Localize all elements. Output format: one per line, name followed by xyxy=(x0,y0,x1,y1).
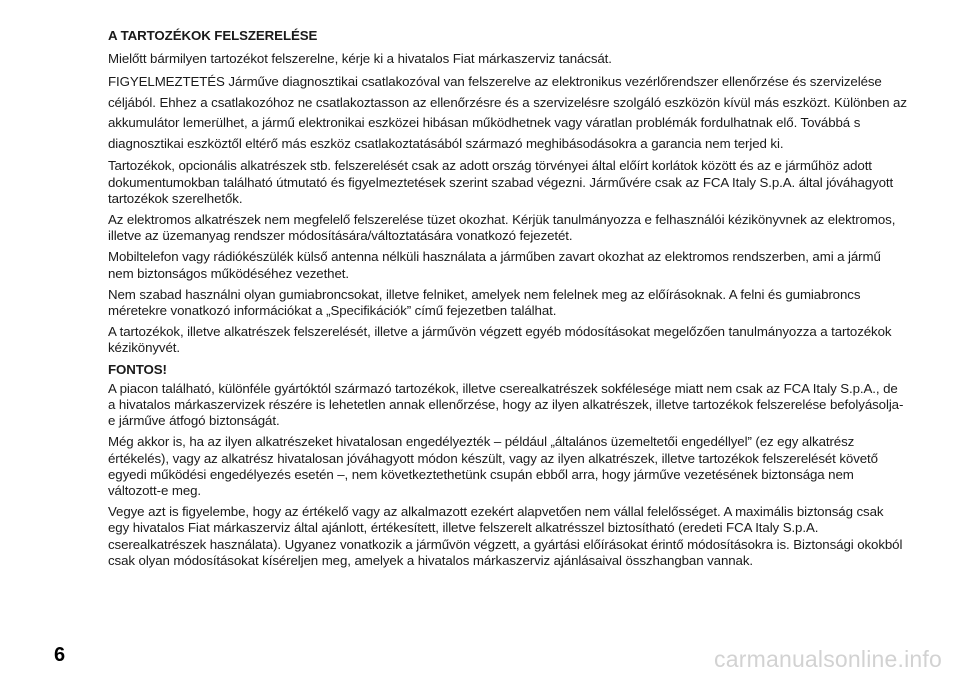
watermark: carmanualsonline.info xyxy=(714,646,942,672)
page-number: 6 xyxy=(54,644,66,666)
important-heading: FONTOS! xyxy=(108,361,167,377)
section-title: A TARTOZÉKOK FELSZERELÉSE xyxy=(108,28,318,43)
paragraph-important-1: A piacon található, különféle gyártóktól származó tartozékok, illetve cserealkatrészek sokfélesége miatt nem csak az FCA Italy S.p.A., de a hivatalos márkaszervizek részére is lehetetlen annak ellenőrzése, hogy az ilyen alkatrészek, illetve tartozékok felszerelése befolyásolja-e járműve átfogó biztonságát. xyxy=(108,380,904,429)
paragraph-manual-reference: A tartozékok, illetve alkatrészek felszerelését, illetve a járművön végzett egyéb módosításokat megelőzően tanulmányozza a tartozékok kézikönyvét. xyxy=(108,324,892,356)
paragraph-electrical: Az elektromos alkatrészek nem megfelelő felszerelése tüzet okozhat. Kérjük tanulmányozza e felhasználói kézikönyvnek az elektromos, illetve az üzemanyag rendszer módosítására/változtatására vonatkozó fejezetét. xyxy=(108,212,896,244)
paragraph-intro: Mielőtt bármilyen tartozékot felszerelne, kérje ki a hivatalos Fiat márkaszerviz tanácsát. xyxy=(108,51,612,67)
paragraph-tyres: Nem szabad használni olyan gumiabroncsokat, illetve felniket, amelyek nem felelnek meg az előírásoknak. A felni és gumiabroncs méretekre vonatkozó információkat a „Specifikációk” című fejezetben találhat. xyxy=(108,286,861,319)
paragraph-warning: FIGYELMEZTETÉS Járműve diagnosztikai csatlakozóval van felszerelve az elektronikus vezérlőrendszer ellenőrzése és szervizelése céljából. Ehhez a csatlakozóhoz ne csatlakoztasson az ellenőrzésre és a szervizelésre szolgáló eszközön kívül más eszközt. Különben az akkumulátor lemerülhet, a jármű elektronikai eszközei hibásan működhetnek vagy váratlan problémák fordulhatnak elő. Továbbá s diagnosztikai eszköztől eltérő más eszköz csatlakoztatásából származó meghibásodásokra a garancia nem terjed ki. xyxy=(108,74,907,151)
paragraph-mobile-phone: Mobiltelefon vagy rádiókészülék külső antenna nélküli használata a járműben zavart okozhat az elektromos rendszerben, ami a jármű nem biztonságos működéséhez vezethet. xyxy=(108,249,881,281)
paragraph-important-3: Vegye azt is figyelembe, hogy az értékelő vagy az alkalmazott ezekért alapvetően nem vállal felelősséget. A maximális biztonság csak egy hivatalos Fiat márkaszerviz által ajánlott, értékesített, illetve felszerelt alkatrésszel biztosítható (eredeti FCA Italy S.p.A. cserealkatrészek használata). Ugyanez vonatkozik a járművön végzett, a gyártási előírásokat érintő módosításokra is. Biztonsági okokból csak olyan módosításokat kíséreljen meg, amelyek a hivatalos márkaszerviz ajánlásaival összhangban vannak. xyxy=(108,504,903,568)
paragraph-accessories: Tartozékok, opcionális alkatrészek stb. felszerelését csak az adott ország törvényei által előírt korlátok között és az e járműhöz adott dokumentumokban található útmutató és figyelmeztetések szerint szabad végezni. Járművére csak az FCA Italy S.p.A. által jóváhagyott tartozékok szerelhetők. xyxy=(108,158,894,206)
paragraph-important-2: Még akkor is, ha az ilyen alkatrészeket hivatalosan engedélyezték – például „általános üzemeltetői engedéllyel” (ez egy alkatrész értékelés), vagy az alkatrész hivatalosan jóváhagyott módon készült, vagy az ilyen alkatrészek, illetve tartozékok felszerelését követő egyedi működési engedélyezés esetén –, nem következtethetünk csupán ebből arra, hogy járműve vezetésének biztonsága nem változott-e meg. xyxy=(108,434,878,499)
page-content xyxy=(108,28,908,574)
